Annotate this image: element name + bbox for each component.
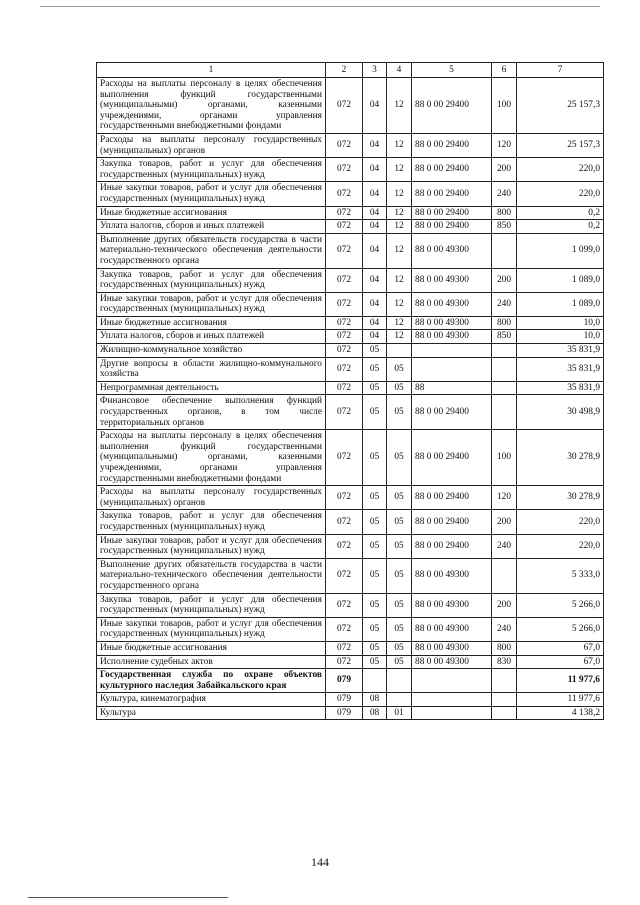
expense-type-cell: 830 xyxy=(492,655,517,669)
expense-type-cell: 100 xyxy=(492,78,517,134)
table-row xyxy=(97,430,604,486)
expense-type-cell: 200 xyxy=(492,268,517,292)
target-article-cell: 88 0 00 49300 xyxy=(412,617,492,641)
expense-name-cell: Государственная служба по охране объектов культурного наследия Забайкальского края xyxy=(97,669,326,693)
subsection-code-cell: 05 xyxy=(387,486,412,510)
expense-type-cell: 240 xyxy=(492,292,517,316)
budget-table xyxy=(96,62,604,720)
subsection-code-cell: 05 xyxy=(387,381,412,395)
ministry-code-cell: 072 xyxy=(326,395,363,430)
expense-type-cell: 800 xyxy=(492,641,517,655)
section-code-cell: 04 xyxy=(363,330,387,344)
target-article-cell: 88 0 00 49300 xyxy=(412,233,492,268)
header-cell: 6 xyxy=(492,63,517,78)
ministry-code-cell: 079 xyxy=(326,693,363,707)
ministry-code-cell: 072 xyxy=(326,292,363,316)
ministry-code-cell: 072 xyxy=(326,534,363,558)
expense-name-cell: Культура xyxy=(97,706,326,720)
top-rule xyxy=(40,6,600,7)
table-row xyxy=(97,510,604,534)
table-row xyxy=(97,655,604,669)
section-code-cell: 05 xyxy=(363,534,387,558)
expense-name-cell: Уплата налогов, сборов и иных платежей xyxy=(97,220,326,234)
ministry-code-cell: 072 xyxy=(326,593,363,617)
expense-type-cell: 800 xyxy=(492,316,517,330)
expense-type-cell xyxy=(492,669,517,693)
subsection-code-cell: 05 xyxy=(387,395,412,430)
section-code-cell: 05 xyxy=(363,641,387,655)
table-row xyxy=(97,133,604,157)
expense-type-cell xyxy=(492,395,517,430)
target-article-cell: 88 0 00 29400 xyxy=(412,220,492,234)
target-article-cell: 88 0 00 29400 xyxy=(412,206,492,220)
amount-cell: 35 831,9 xyxy=(517,344,604,358)
ministry-code-cell: 072 xyxy=(326,510,363,534)
expense-type-cell xyxy=(492,381,517,395)
expense-type-cell: 120 xyxy=(492,486,517,510)
ministry-code-cell: 072 xyxy=(326,330,363,344)
ministry-code-cell: 072 xyxy=(326,158,363,182)
ministry-code-cell: 072 xyxy=(326,641,363,655)
amount-cell: 1 089,0 xyxy=(517,292,604,316)
expense-name-cell: Жилищно-коммунальное хозяйство xyxy=(97,344,326,358)
ministry-code-cell: 072 xyxy=(326,558,363,593)
expense-name-cell: Расходы на выплаты персоналу государственных (муниципальных) органов xyxy=(97,133,326,157)
subsection-code-cell: 05 xyxy=(387,534,412,558)
expense-type-cell: 200 xyxy=(492,510,517,534)
table-row xyxy=(97,706,604,720)
section-code-cell: 05 xyxy=(363,486,387,510)
section-code-cell: 08 xyxy=(363,693,387,707)
expense-type-cell: 200 xyxy=(492,158,517,182)
section-code-cell: 05 xyxy=(363,558,387,593)
subsection-code-cell: 05 xyxy=(387,558,412,593)
ministry-code-cell: 072 xyxy=(326,316,363,330)
amount-cell: 30 498,9 xyxy=(517,395,604,430)
expense-type-cell: 850 xyxy=(492,330,517,344)
amount-cell: 25 157,3 xyxy=(517,133,604,157)
table-row xyxy=(97,316,604,330)
section-code-cell: 04 xyxy=(363,268,387,292)
expense-name-cell: Расходы на выплаты персоналу государственных (муниципальных) органов xyxy=(97,486,326,510)
subsection-code-cell xyxy=(387,669,412,693)
section-code-cell: 04 xyxy=(363,233,387,268)
expense-name-cell: Культура, кинематография xyxy=(97,693,326,707)
table-row xyxy=(97,158,604,182)
target-article-cell: 88 0 00 49300 xyxy=(412,292,492,316)
section-code-cell: 05 xyxy=(363,655,387,669)
table-row xyxy=(97,395,604,430)
expense-name-cell: Закупка товаров, работ и услуг для обеспечения государственных (муниципальных) нужд xyxy=(97,593,326,617)
amount-cell: 67,0 xyxy=(517,655,604,669)
expense-name-cell: Финансовое обеспечение выполнения функций государственных органов, в том числе территориальных органов xyxy=(97,395,326,430)
table-row xyxy=(97,78,604,134)
expense-type-cell: 120 xyxy=(492,133,517,157)
header-cell: 2 xyxy=(326,63,363,78)
header-cell: 4 xyxy=(387,63,412,78)
header-cell: 1 xyxy=(97,63,326,78)
amount-cell: 4 138,2 xyxy=(517,706,604,720)
subsection-code-cell: 05 xyxy=(387,617,412,641)
section-code-cell: 05 xyxy=(363,430,387,486)
section-code-cell: 08 xyxy=(363,706,387,720)
section-code-cell: 04 xyxy=(363,206,387,220)
expense-name-cell: Иные бюджетные ассигнования xyxy=(97,316,326,330)
subsection-code-cell: 12 xyxy=(387,268,412,292)
table-row xyxy=(97,534,604,558)
amount-cell: 1 089,0 xyxy=(517,268,604,292)
amount-cell: 220,0 xyxy=(517,158,604,182)
table-row xyxy=(97,357,604,381)
ministry-code-cell: 072 xyxy=(326,220,363,234)
section-code-cell xyxy=(363,669,387,693)
amount-cell: 11 977,6 xyxy=(517,693,604,707)
target-article-cell xyxy=(412,344,492,358)
amount-cell: 11 977,6 xyxy=(517,669,604,693)
subsection-code-cell: 12 xyxy=(387,206,412,220)
subsection-code-cell: 12 xyxy=(387,292,412,316)
section-code-cell: 04 xyxy=(363,316,387,330)
target-article-cell: 88 0 00 29400 xyxy=(412,430,492,486)
amount-cell: 30 278,9 xyxy=(517,430,604,486)
target-article-cell: 88 0 00 49300 xyxy=(412,268,492,292)
table-header-row xyxy=(97,63,604,78)
amount-cell: 35 831,9 xyxy=(517,381,604,395)
amount-cell: 5 266,0 xyxy=(517,593,604,617)
section-code-cell: 05 xyxy=(363,510,387,534)
expense-name-cell: Исполнение судебных актов xyxy=(97,655,326,669)
ministry-code-cell: 072 xyxy=(326,233,363,268)
target-article-cell: 88 0 00 29400 xyxy=(412,158,492,182)
expense-type-cell xyxy=(492,344,517,358)
amount-cell: 67,0 xyxy=(517,641,604,655)
subsection-code-cell: 05 xyxy=(387,641,412,655)
subsection-code-cell: 05 xyxy=(387,357,412,381)
subsection-code-cell: 12 xyxy=(387,158,412,182)
ministry-code-cell: 079 xyxy=(326,669,363,693)
expense-name-cell: Закупка товаров, работ и услуг для обеспечения государственных (муниципальных) нужд xyxy=(97,510,326,534)
expense-name-cell: Иные закупки товаров, работ и услуг для обеспечения государственных (муниципальных) нужд xyxy=(97,534,326,558)
target-article-cell: 88 0 00 29400 xyxy=(412,486,492,510)
expense-name-cell: Иные бюджетные ассигнования xyxy=(97,206,326,220)
amount-cell: 220,0 xyxy=(517,534,604,558)
subsection-code-cell: 12 xyxy=(387,78,412,134)
subsection-code-cell xyxy=(387,693,412,707)
expense-name-cell: Выполнение других обязательств государства в части материально-технического обеспечения деятельности государственного органа xyxy=(97,558,326,593)
amount-cell: 25 157,3 xyxy=(517,78,604,134)
expense-type-cell: 200 xyxy=(492,593,517,617)
subsection-code-cell: 01 xyxy=(387,706,412,720)
table-row xyxy=(97,558,604,593)
expense-type-cell: 850 xyxy=(492,220,517,234)
table-row xyxy=(97,220,604,234)
ministry-code-cell: 072 xyxy=(326,133,363,157)
expense-type-cell xyxy=(492,558,517,593)
amount-cell: 35 831,9 xyxy=(517,357,604,381)
table-row xyxy=(97,617,604,641)
expense-name-cell: Иные бюджетные ассигнования xyxy=(97,641,326,655)
subsection-code-cell: 12 xyxy=(387,233,412,268)
subsection-code-cell: 12 xyxy=(387,133,412,157)
amount-cell: 10,0 xyxy=(517,330,604,344)
section-code-cell: 05 xyxy=(363,381,387,395)
section-code-cell: 05 xyxy=(363,593,387,617)
amount-cell: 220,0 xyxy=(517,182,604,206)
amount-cell: 5 333,0 xyxy=(517,558,604,593)
section-code-cell: 05 xyxy=(363,395,387,430)
ministry-code-cell: 072 xyxy=(326,381,363,395)
target-article-cell xyxy=(412,357,492,381)
ministry-code-cell: 072 xyxy=(326,617,363,641)
table-row xyxy=(97,233,604,268)
subsection-code-cell: 12 xyxy=(387,220,412,234)
section-code-cell: 04 xyxy=(363,78,387,134)
expense-type-cell xyxy=(492,693,517,707)
expense-type-cell: 800 xyxy=(492,206,517,220)
section-code-cell: 04 xyxy=(363,158,387,182)
ministry-code-cell: 079 xyxy=(326,706,363,720)
expense-name-cell: Закупка товаров, работ и услуг для обеспечения государственных (муниципальных) нужд xyxy=(97,158,326,182)
expense-name-cell: Иные закупки товаров, работ и услуг для обеспечения государственных (муниципальных) нужд xyxy=(97,617,326,641)
subsection-code-cell: 12 xyxy=(387,330,412,344)
header-cell: 7 xyxy=(517,63,604,78)
subsection-code-cell: 12 xyxy=(387,316,412,330)
amount-cell: 1 099,0 xyxy=(517,233,604,268)
ministry-code-cell: 072 xyxy=(326,357,363,381)
target-article-cell xyxy=(412,669,492,693)
expense-type-cell: 100 xyxy=(492,430,517,486)
section-code-cell: 05 xyxy=(363,357,387,381)
target-article-cell: 88 0 00 49300 xyxy=(412,330,492,344)
target-article-cell: 88 0 00 49300 xyxy=(412,641,492,655)
ministry-code-cell: 072 xyxy=(326,206,363,220)
ministry-code-cell: 072 xyxy=(326,486,363,510)
table-row xyxy=(97,206,604,220)
target-article-cell: 88 xyxy=(412,381,492,395)
expense-name-cell: Выполнение других обязательств государства в части материально-технического обеспечения деятельности государственного органа xyxy=(97,233,326,268)
section-code-cell: 05 xyxy=(363,344,387,358)
target-article-cell: 88 0 00 29400 xyxy=(412,510,492,534)
target-article-cell: 88 0 00 49300 xyxy=(412,593,492,617)
ministry-code-cell: 072 xyxy=(326,268,363,292)
expense-type-cell: 240 xyxy=(492,182,517,206)
target-article-cell: 88 0 00 49300 xyxy=(412,558,492,593)
header-cell: 3 xyxy=(363,63,387,78)
subsection-code-cell: 05 xyxy=(387,510,412,534)
budget-table-body xyxy=(97,63,604,720)
table-row xyxy=(97,381,604,395)
amount-cell: 30 278,9 xyxy=(517,486,604,510)
table-row xyxy=(97,182,604,206)
target-article-cell xyxy=(412,693,492,707)
expense-type-cell xyxy=(492,357,517,381)
ministry-code-cell: 072 xyxy=(326,655,363,669)
expense-type-cell xyxy=(492,233,517,268)
target-article-cell: 88 0 00 49300 xyxy=(412,316,492,330)
ministry-code-cell: 072 xyxy=(326,344,363,358)
section-code-cell: 05 xyxy=(363,617,387,641)
table-row xyxy=(97,669,604,693)
section-code-cell: 04 xyxy=(363,220,387,234)
expense-name-cell: Уплата налогов, сборов и иных платежей xyxy=(97,330,326,344)
expense-type-cell: 240 xyxy=(492,617,517,641)
expense-type-cell: 240 xyxy=(492,534,517,558)
amount-cell: 220,0 xyxy=(517,510,604,534)
expense-name-cell: Закупка товаров, работ и услуг для обеспечения государственных (муниципальных) нужд xyxy=(97,268,326,292)
subsection-code-cell: 05 xyxy=(387,655,412,669)
expense-name-cell: Другие вопросы в области жилищно-коммунального хозяйства xyxy=(97,357,326,381)
section-code-cell: 04 xyxy=(363,292,387,316)
target-article-cell: 88 0 00 29400 xyxy=(412,133,492,157)
amount-cell: 5 266,0 xyxy=(517,617,604,641)
ministry-code-cell: 072 xyxy=(326,78,363,134)
table-row xyxy=(97,486,604,510)
target-article-cell: 88 0 00 29400 xyxy=(412,534,492,558)
section-code-cell: 04 xyxy=(363,182,387,206)
subsection-code-cell: 12 xyxy=(387,182,412,206)
table-row xyxy=(97,641,604,655)
table-row xyxy=(97,330,604,344)
table-row xyxy=(97,344,604,358)
expense-name-cell: Иные закупки товаров, работ и услуг для обеспечения государственных (муниципальных) нужд xyxy=(97,182,326,206)
expense-name-cell: Непрограммная деятельность xyxy=(97,381,326,395)
footer-rule xyxy=(28,897,228,898)
subsection-code-cell: 05 xyxy=(387,593,412,617)
table-row xyxy=(97,593,604,617)
ministry-code-cell: 072 xyxy=(326,182,363,206)
ministry-code-cell: 072 xyxy=(326,430,363,486)
expense-name-cell: Расходы на выплаты персоналу в целях обеспечения выполнения функций государственными (муниципальными) органами, казенными учреждениями, органами управления государственными внебюджетными фондами xyxy=(97,78,326,134)
amount-cell: 0,2 xyxy=(517,220,604,234)
page-number: 144 xyxy=(311,855,329,869)
expense-type-cell xyxy=(492,706,517,720)
subsection-code-cell xyxy=(387,344,412,358)
table-row xyxy=(97,292,604,316)
amount-cell: 10,0 xyxy=(517,316,604,330)
target-article-cell: 88 0 00 29400 xyxy=(412,182,492,206)
target-article-cell: 88 0 00 29400 xyxy=(412,395,492,430)
amount-cell: 0,2 xyxy=(517,206,604,220)
target-article-cell xyxy=(412,706,492,720)
expense-name-cell: Иные закупки товаров, работ и услуг для обеспечения государственных (муниципальных) нужд xyxy=(97,292,326,316)
expense-name-cell: Расходы на выплаты персоналу в целях обеспечения выполнения функций государственными (муниципальными) органами, казенными учреждениями, органами управления государственными внебюджетными фондами xyxy=(97,430,326,486)
table-row xyxy=(97,693,604,707)
subsection-code-cell: 05 xyxy=(387,430,412,486)
target-article-cell: 88 0 00 49300 xyxy=(412,655,492,669)
table-row xyxy=(97,268,604,292)
header-cell: 5 xyxy=(412,63,492,78)
section-code-cell: 04 xyxy=(363,133,387,157)
target-article-cell: 88 0 00 29400 xyxy=(412,78,492,134)
